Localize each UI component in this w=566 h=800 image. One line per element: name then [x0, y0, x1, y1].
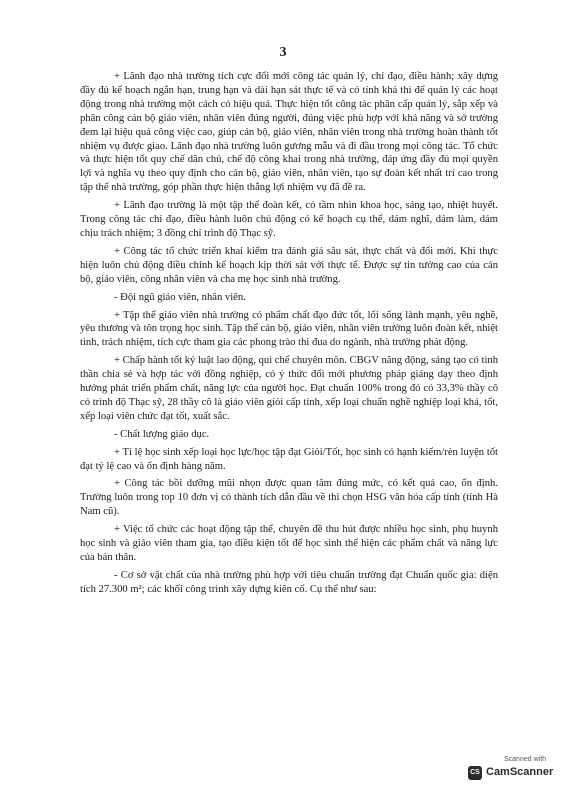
document-body: [80, 70, 498, 601]
paragraph-inspection: + Công tác tổ chức triển khai kiểm tra đánh giá sâu sát, thực chất và đổi mới. Khi thực hiện luôn chủ động điều chỉnh kế hoạch kịp thời sát với thực tế. Được sự tin tưởng cao của cán bộ, giáo viên, công nhân viên và cha mẹ học sinh nhà trường.: [80, 245, 498, 285]
paragraph-leadership-management: + Lãnh đạo nhà trường tích cực đổi mới công tác quản lý, chỉ đạo, điều hành; xây dựng đầy đủ kế hoạch ngắn hạn, trung hạn và dài hạn sát thực tế và có tính khả thi để quản lý các hoạt động trong nhà trường một cách có hiệu quả. Thực hiện tốt công tác phân cấp quản lý, sắp xếp và phân công cán bộ giáo viên, nhân viên đúng người, đúng việc phù hợp với khả năng và sở trường đem lại hiệu quả công việc cao, giúp cán bộ, giáo viên, nhân viên trong nhà trường hoàn thành tốt nhiệm vụ được giao. Lãnh đạo nhà trường luôn gương mẫu và đi đầu trong mọi công tác. Tổ chức và thực hiện tốt quy chế dân chủ, chế độ công khai trong nhà trường, đáp ứng đầy đủ mọi quyền lợi và nghĩa vụ theo quy định cho cán bộ, giáo viên, nhân viên, tạo sự đoàn kết nhất trí cao trong tập thể nhà trường, góp phần thực hiện thắng lợi nhiệm vụ đã đề ra.: [80, 71, 498, 194]
paragraph-collective-activities: + Việc tổ chức các hoạt động tập thể, chuyên đề thu hút được nhiều học sinh, phụ huynh học sinh và giáo viên tham gia, tạo điều kiện tốt để học sinh thể hiện các phẩm chất và năng lực của bản thân.: [80, 524, 498, 563]
paragraph-student-rates: + Tỉ lệ học sinh xếp loại học lực/học tập đạt Giỏi/Tốt, học sinh có hạnh kiểm/rèn luyện tốt đạt tỷ lệ cao và ổn định hàng năm.: [80, 446, 498, 472]
watermark-caption: Scanned with: [504, 756, 547, 763]
page-number: 3: [279, 45, 287, 60]
paragraph-facilities: - Cơ sở vật chất của nhà trường phù hợp với tiêu chuẩn trường đạt Chuẩn quốc gia: diện tích 27.300 m²; các khối công trình xây dựng kiên cố. Cụ thể như sau:: [80, 569, 498, 595]
heading-staff: - Đội ngũ giáo viên, nhân viên.: [114, 291, 246, 303]
camscanner-logo-icon: CS: [468, 766, 482, 780]
paragraph-gifted-training: + Công tác bồi dưỡng mũi nhọn được quan tâm đúng mức, có kết quả cao, ổn định. Trường luôn trong top 10 đơn vị có thành tích dẫn đầu về thi chọn HSG văn hóa cấp tỉnh (tỉnh Hà Nam cũ).: [80, 478, 498, 518]
heading-education-quality: - Chất lượng giáo dục.: [114, 428, 210, 440]
camscanner-watermark: [468, 756, 552, 786]
watermark-app-name: CamScanner: [486, 766, 554, 778]
paragraph-staff-ethics: + Tập thể giáo viên nhà trường có phẩm chất đạo đức tốt, lối sống lành mạnh, yêu nghề, yêu thương và tôn trọng học sinh. Tập thể cán bộ, giáo viên, nhân viên trường luôn đoàn kết, nhiệt tình, trách nhiệm, tích cực tham gia các phong trào thi đua do ngành, nhà trường phát động.: [80, 309, 498, 349]
paragraph-leadership-team: + Lãnh đạo trường là một tập thể đoàn kết, có tầm nhìn khoa học, sáng tạo, nhiệt huyết. Trong công tác chỉ đạo, điều hành luôn chủ động có kế hoạch cụ thể, dám nghĩ, dám làm, dám chịu trách nhiệm; 3 đồng chí trình độ Thạc sỹ.: [80, 200, 498, 239]
paragraph-staff-discipline: + Chấp hành tốt kỷ luật lao động, qui chế chuyên môn. CBGV năng động, sáng tạo có tinh thần chia sẻ và hợp tác với đồng nghiệp, có ý thức đổi mới phương pháp giảng dạy theo định hướng phát triển phẩm chất, năng lực của người học. Đạt chuẩn 100% trong đó có 33,3% thầy cô có trình độ Thạc sỹ, 28 thầy cô là giáo viên giỏi cấp tỉnh, xếp loại chuẩn nghề nghiệp loại khá, tốt, xếp loại viên chức đạt tốt, xuất sắc.: [80, 355, 498, 422]
